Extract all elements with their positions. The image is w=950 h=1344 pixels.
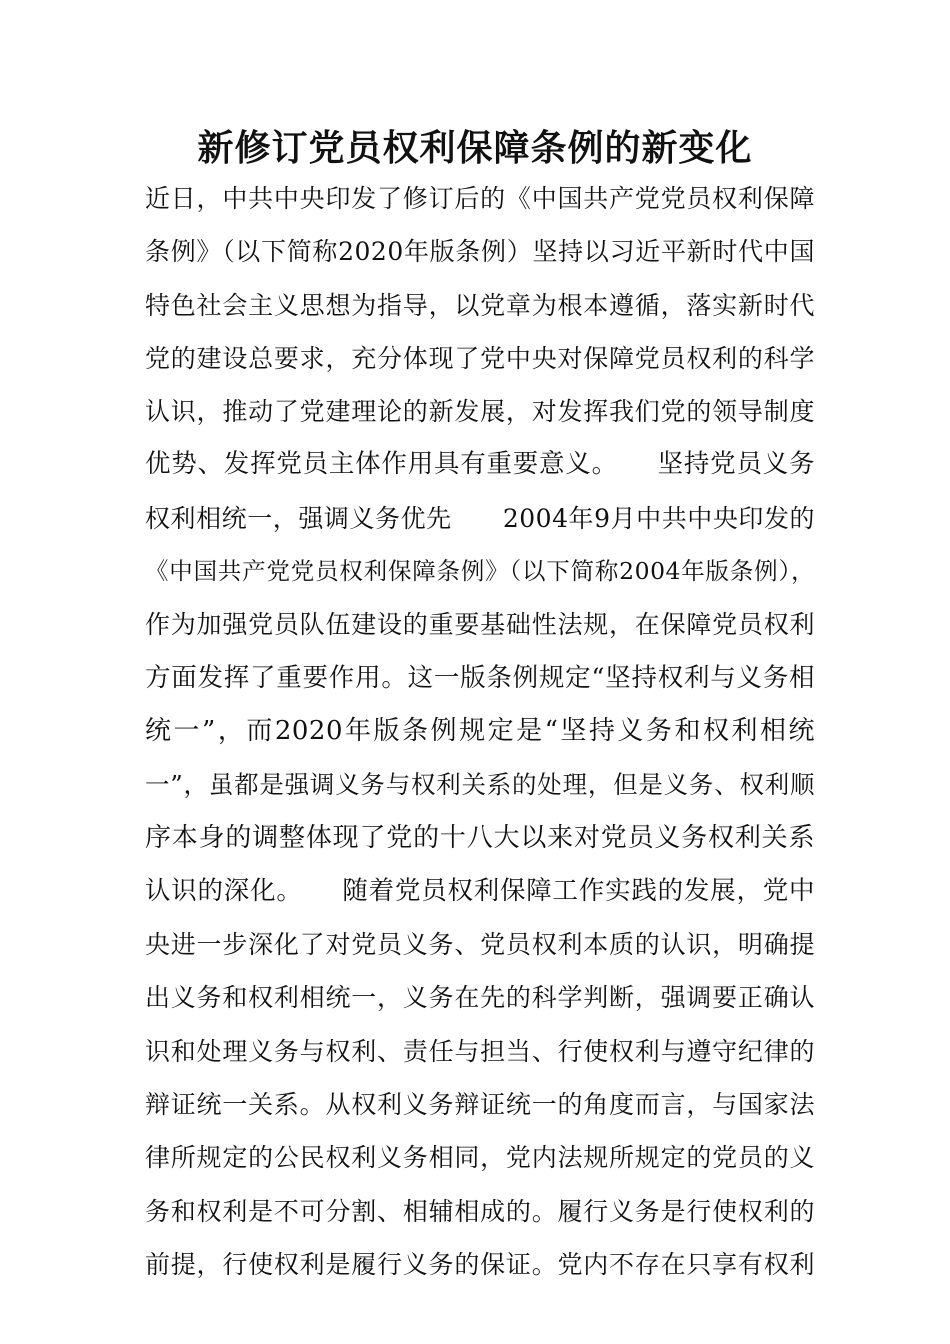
document-body	[145, 172, 815, 1291]
document-title: 新修订党员权利保障条例的新变化	[197, 127, 753, 169]
body-line: 条例》（以下简称2020年版条例）坚持以习近平新时代中国	[145, 237, 815, 267]
body-line: 认识的深化。 随着党员权利保障工作实践的发展，党中	[145, 875, 815, 906]
body-line: 务和权利是不可分割、相辅相成的。履行义务是行使权利的	[145, 1196, 815, 1226]
body-line: 央进一步深化了对党员义务、党员权利本质的认识，明确提	[145, 930, 815, 960]
body-line: 一”，虽都是强调义务与权利关系的处理，但是义务、权利顺	[145, 770, 815, 800]
body-line: 序本身的调整体现了党的十八大以来对党员义务权利关系	[145, 822, 815, 853]
body-line: 特色社会主义思想为指导，以党章为根本遵循，落实新时代	[145, 290, 815, 320]
body-line: 优势、发挥党员主体作用具有重要意义。 坚持党员义务	[145, 449, 815, 480]
body-line: 认识，推动了党建理论的新发展，对发挥我们党的领导制度	[145, 397, 815, 427]
body-line: 识和处理义务与权利、责任与担当、行使权利与遵守纪律的	[145, 1036, 815, 1066]
body-line: 作为加强党员队伍建设的重要基础性法规，在保障党员权利	[145, 610, 815, 640]
body-line: 近日，中共中央印发了修订后的《中国共产党党员权利保障	[145, 184, 815, 213]
body-line: 统一”，而2020年版条例规定是“坚持义务和权利相统	[145, 715, 815, 746]
body-line: 前提，行使权利是履行义务的保证。党内不存在只享有权利	[145, 1249, 815, 1279]
body-line: 出义务和权利相统一，义务在先的科学判断，强调要正确认	[145, 983, 815, 1013]
body-line: 方面发挥了重要作用。这一版条例规定“坚持权利与义务相	[145, 662, 815, 693]
body-line: 权利相统一，强调义务优先 2004年9月中共中央印发的	[145, 503, 815, 533]
body-line: 律所规定的公民权利义务相同，党内法规所规定的党员的义	[145, 1143, 815, 1173]
body-line: 《中国共产党党员权利保障条例》（以下简称2004年版条例），	[145, 557, 815, 586]
body-line: 辩证统一关系。从权利义务辩证统一的角度而言，与国家法	[145, 1090, 815, 1120]
body-line: 党的建设总要求，充分体现了党中央对保障党员权利的科学	[145, 343, 815, 373]
